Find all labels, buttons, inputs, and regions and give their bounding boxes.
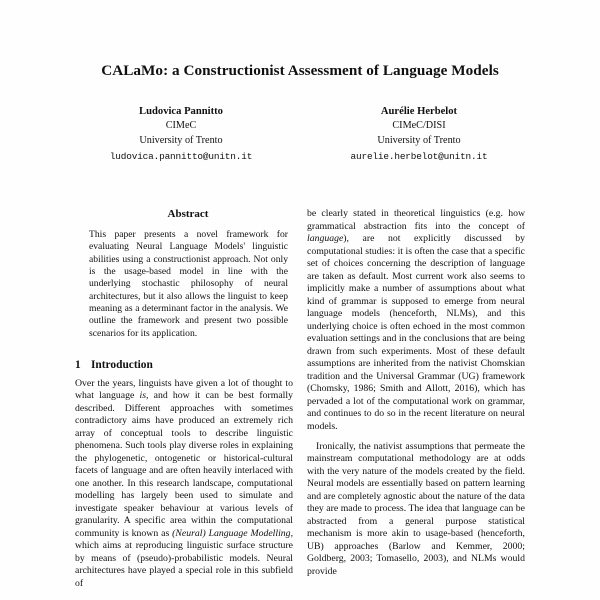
page-title: CALaMo: a Constructionist Assessment of Language Models	[101, 62, 499, 79]
author-name: Ludovica Pannitto	[139, 106, 223, 117]
abstract-text: This paper presents a novel framework for evaluating Neural Language Models' linguistic abilities using a constructionist approach. Not only is the usage-based model in line with the underlying stochastic philosophy of neural architectures, but it also allows the linguist to keep meaning as a determinant factor in the analysis. We outline the framework and present two possible scenarios for its application.	[89, 229, 288, 339]
section-title: Introduction	[91, 358, 153, 371]
author-name: Aurélie Herbelot	[380, 106, 458, 117]
section-heading-introduction	[75, 359, 293, 371]
paragraph: be clearly stated in theoretical linguistics (e.g. how grammatical abstraction fits into the concept of language), are not explicitly discussed by computational studies: it is often the case that a specific set of choices concerning the description of language are taken as default. Most current work also seems to implicitly make a number of assumptions about what kind of grammar is supposed to emerge from neural language models (henceforth, NLMs), and this underlying choice is often echoed in the most common evaluation settings and in the conclusions that are being drawn from such experiments. Most of these default assumptions are inherited from the nativist Chomskian tradition and the Universal Grammar (UG) framework (Chomsky, 1986; Smith and Allott, 2016), which has pervaded a lot of the computational work on grammar, and continues to do so in the recent literature on neural models.	[307, 208, 525, 432]
author-institution: University of Trento	[139, 135, 223, 147]
left-column	[75, 208, 293, 590]
author-block	[62, 104, 538, 164]
author-affiliation: CIMeC	[165, 120, 197, 132]
author-email[interactable]: aurelie.herbelot@unitn.it	[350, 151, 488, 163]
author-entry	[62, 104, 300, 164]
paragraph: Ironically, the nativist assumptions that permeate the mainstream computational methodology are at odds with the very nature of the models created by the field. Neural models are essentially based on pattern learning and are completely agnostic about the nature of the data they are made to process. The idea that language can be abstracted from a general purpose statistical mechanism is more akin to usage-based (henceforth, UB) approaches (Barlow and Kemmer, 2000; Goldberg, 2003; Tomasello, 2003), and NLMs would provide	[307, 440, 525, 577]
author-institution: University of Trento	[377, 135, 461, 147]
abstract-heading: Abstract	[167, 208, 209, 220]
right-column	[307, 208, 525, 578]
paragraph: Over the years, linguists have given a lot of thought to what language is, and how it can be best formally described. Different approaches with sometimes contradictory aims have produced an extremely rich array of conceptual tools to describe linguistic phenomena. Such tools play diverse roles in explaining the phylogenetic, ontogenetic or historical-cultural facets of language and are often heavily interlaced with one another. In this research landscape, computational modelling has largely been used to simulate and investigate speaker behaviour at various levels of granularity. A specific area within the computational community is known as (Neural) Language Modelling, which aims at reproducing linguistic surface structure by means of (pseudo)-probabilistic models. Neural architectures have played a special role in this subfield of	[75, 377, 293, 589]
section-number: 1	[75, 358, 81, 371]
author-affiliation: CIMeC/DISI	[392, 120, 446, 132]
author-email[interactable]: ludovica.pannitto@unitn.it	[109, 151, 253, 163]
author-entry	[300, 104, 538, 164]
